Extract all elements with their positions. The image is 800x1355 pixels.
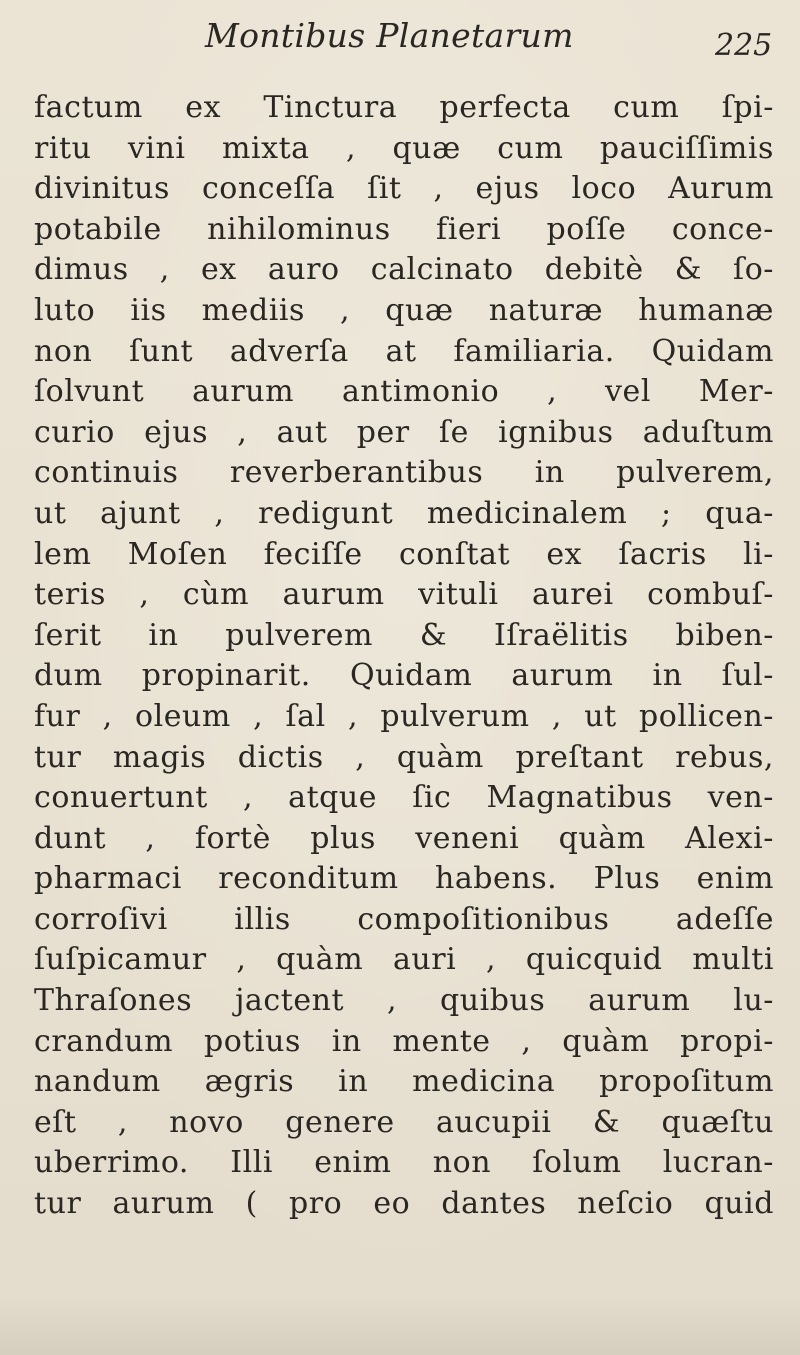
- text-line: factum ex Tinctura perfecta cum ſpi-: [34, 90, 774, 125]
- text-line: dimus , ex auro calcinato debitè & ſo-: [34, 252, 774, 288]
- text-line: non ſunt adverſa at familiaria. Quidam: [34, 333, 774, 369]
- text-line: potabile nihilominus fieri poſſe conce-: [34, 211, 774, 247]
- text-line: dunt , fortè plus veneni quàm Alexi-: [34, 820, 774, 856]
- text-line: continuis reverberantibus in pulverem,: [34, 455, 774, 491]
- text-line: ſerit in pulverem & Iſraëlitis biben-: [34, 617, 774, 653]
- text-line: fur , oleum , ſal , pulverum , ut pollicen-: [34, 698, 774, 734]
- text-line: nandum ægris in medicina propoſitum: [34, 1064, 774, 1100]
- text-line: ſolvunt aurum antimonio , vel Mer-: [34, 374, 774, 410]
- text-line: luto iis mediis , quæ naturæ humanæ: [34, 292, 774, 328]
- text-line: tur magis dictis , quàm preſtant rebus,: [34, 739, 774, 775]
- text-line: lem Moſen feciſſe conſtat ex ſacris li-: [34, 536, 774, 572]
- text-line: crandum potius in mente , quàm propi-: [34, 1023, 774, 1059]
- text-line: uberrimo. Illi enim non ſolum lucran-: [34, 1145, 774, 1181]
- text-line: Thraſones jactent , quibus aurum lu-: [34, 983, 774, 1019]
- text-line: ritu vini mixta , quæ cum pauciſſimis: [34, 130, 774, 166]
- page-edge-shadow: [0, 1295, 800, 1355]
- text-line: ſuſpicamur , quàm auri , quicquid multi: [34, 942, 774, 978]
- text-line: divinitus conceſſa ſit , ejus loco Aurum: [34, 171, 774, 207]
- text-line: curio ejus , aut per ſe ignibus aduſtum: [34, 414, 774, 450]
- text-line: dum propinarit. Quidam aurum in ſul-: [34, 658, 774, 694]
- text-line: teris , cùm aurum vituli aurei combuſ-: [34, 577, 774, 613]
- text-line: pharmaci reconditum habens. Plus enim: [34, 861, 774, 897]
- running-head: Montibus Planetarum: [205, 16, 574, 55]
- text-line: conuertunt , atque ſic Magnatibus ven-: [34, 780, 774, 816]
- body-text: [34, 88, 774, 1225]
- text-line: ut ajunt , redigunt medicinalem ; qua-: [34, 495, 774, 531]
- page-number: 225: [715, 28, 773, 63]
- page-header: [0, 10, 800, 70]
- text-line: tur aurum ( pro eo dantes neſcio quid: [34, 1186, 774, 1222]
- text-line: corroſivi illis compoſitionibus adeſſe: [34, 901, 774, 937]
- text-line: eſt , novo genere aucupii & quæſtu: [34, 1104, 774, 1140]
